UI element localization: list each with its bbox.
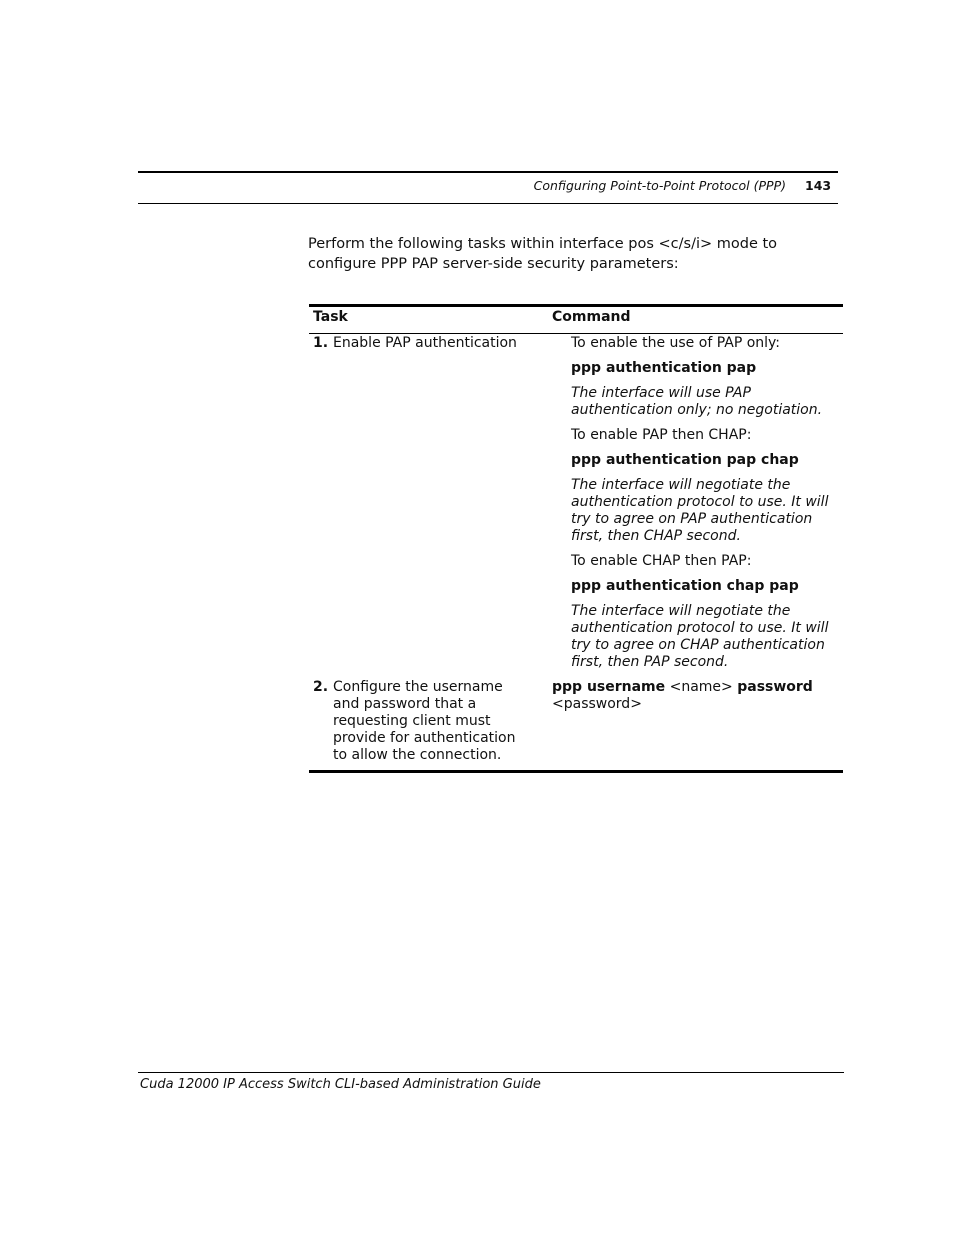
cmd-ppp-username-keyword: ppp username (552, 679, 666, 695)
cmd-password-keyword: password (737, 679, 813, 695)
cmd-ppp-auth-pap-chap: ppp authentication pap chap (571, 452, 799, 468)
footer-title: Cuda 12000 IP Access Switch CLI-based Administration Guide (140, 1077, 541, 1092)
cmd-password-arg: <password> (552, 696, 642, 712)
header-top-rule (138, 171, 838, 173)
row1-number: 1. (313, 335, 329, 351)
column-header-command: Command (552, 309, 631, 325)
cmd-ppp-auth-pap: ppp authentication pap (571, 360, 757, 376)
running-title: Configuring Point-to-Point Protocol (PPP) (533, 178, 786, 193)
row2-number: 2. (313, 679, 329, 695)
row1-task: Enable PAP authentication (333, 335, 517, 351)
row2-task: Configure the username and password that a requesting client must provide for authentication to allow the connection. (333, 679, 516, 763)
cmd-note-pap-only: The interface will use PAP authentication only; no negotiation. (571, 385, 823, 418)
column-header-task: Task (313, 309, 348, 325)
table-header-rule (309, 333, 843, 334)
table-bottom-rule (309, 770, 843, 773)
cmd-ppp-auth-chap-pap: ppp authentication chap pap (571, 578, 799, 594)
cmd-name-arg: <name> (665, 679, 738, 695)
cmd-intro-chap-pap: To enable CHAP then PAP: (571, 553, 752, 569)
row2-command (552, 679, 839, 713)
cmd-note-pap-chap: The interface will negotiate the authentication protocol to use. It will try to agree on PAP authentication first, then CHAP second. (571, 477, 829, 544)
page-number: 143 (805, 178, 832, 193)
intro-paragraph: Perform the following tasks within interface pos <c/s/i> mode to configure PPP PAP server-side security parameters: (308, 236, 778, 272)
cmd-note-chap-pap: The interface will negotiate the authentication protocol to use. It will try to agree on CHAP authentication first, then PAP second. (571, 603, 829, 670)
cmd-intro-pap-chap: To enable PAP then CHAP: (571, 427, 752, 443)
table-top-rule (309, 304, 843, 307)
footer-rule (138, 1072, 844, 1073)
cmd-intro-pap-only: To enable the use of PAP only: (571, 335, 781, 351)
header-bottom-rule (138, 203, 838, 204)
